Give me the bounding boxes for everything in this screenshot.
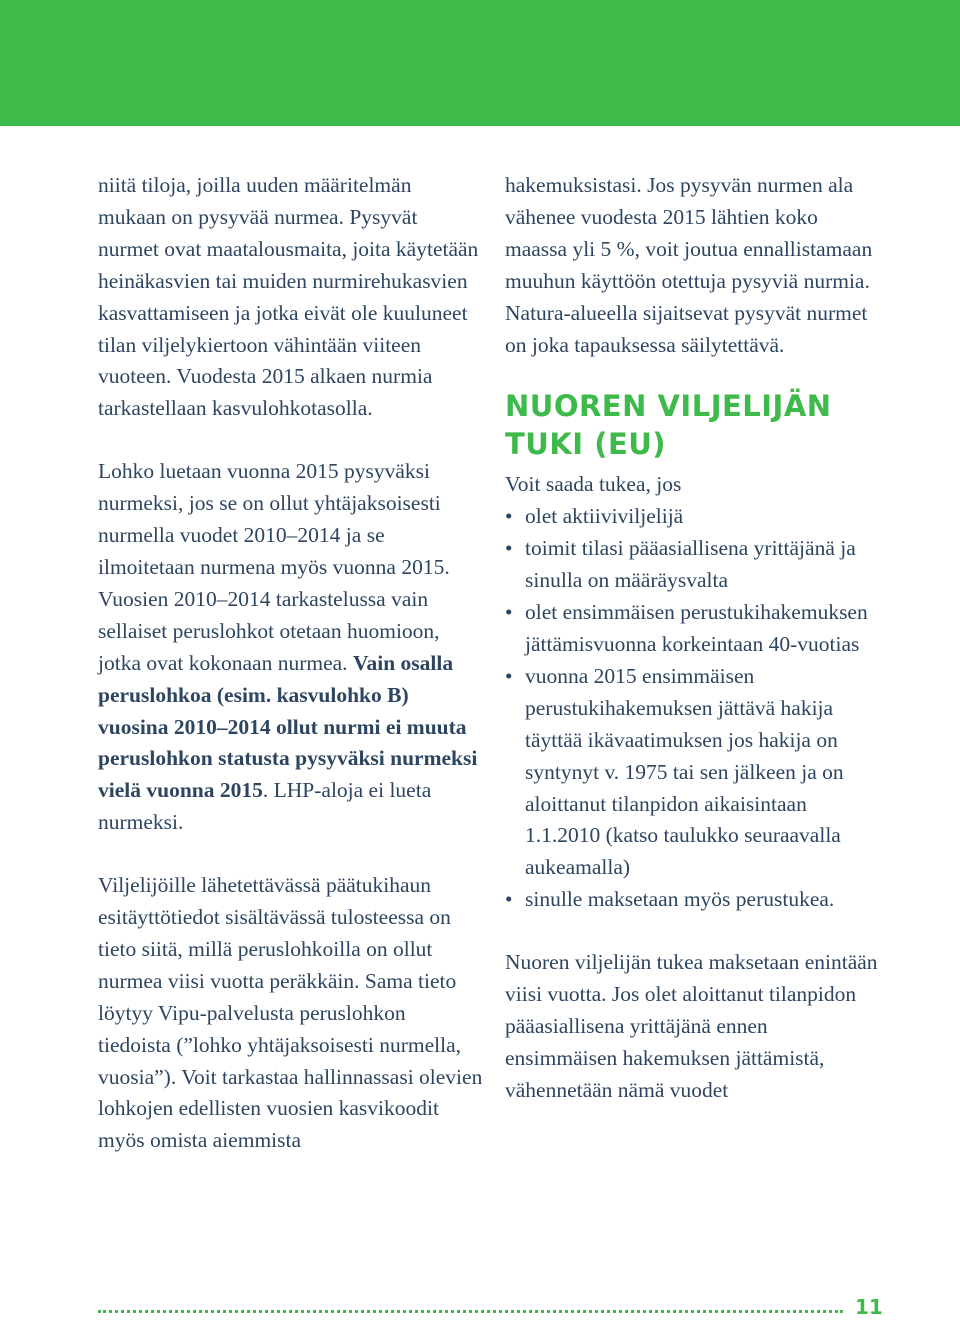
page-number: 11 [855,1295,883,1319]
list-item: • sinulle maksetaan myös perustukea. [505,884,885,916]
header-color-band [0,0,960,126]
paragraph-permanent-grassland: niitä tiloja, joilla uuden määritelmän mukaan on pysyvää nurmea. Pysyvät nurmet ovat maatalousmaita, joita käytetään heinäkasvien tai muiden nurmirehukasvien kasvattamiseen ja jotka eivät ole kuuluneet tilan viljelykiertoon vähintään viiteen vuoteen. Vuodesta 2015 alkaen nurmia tarkastellaan kasvulohkotasolla. [98,173,479,421]
left-column [98,170,483,1157]
paragraph-parcel-rule-end: . LHP-aloja ei lueta nurmeksi. [98,778,432,835]
eligibility-list [505,501,885,916]
paragraph-parcel-rule [98,456,483,839]
paragraph-prefilled-info: Viljelijöille lähetettävässä päätukihaun esitäyttötiedot sisältävässä tulosteessa on tieto siitä, millä peruslohkoilla on ollut nurmea viisi vuotta peräkkäin. Sama tieto löytyy Vipu-palvelusta peruslohkon tiedoista (”lohko yhtäjaksoisesti nurmella, vuosia”). Voit tarkastaa hallinnassasi olevien lohkojen edellisten vuosien kasvikoodit myös omista aiemmista [98,873,483,1153]
bullet-intro: Voit saada tukea, jos [505,472,682,497]
bullet-icon: • [505,663,513,688]
list-item: • toimit tilasi pääasiallisena yrittäjänä ja sinulla on määräysvalta [505,533,885,597]
paragraph-payment-duration: Nuoren viljelijän tukea maksetaan enintään viisi vuotta. Jos olet aloittanut tilanpidon pääasiallisena yrittäjänä ennen ensimmäisen hakemuksen jättämistä, vähennetään nämä vuodet [505,950,878,1102]
bullet-icon: • [505,536,513,561]
paragraph-parcel-rule-bold: Vain osalla peruslohkoa (esim. kasvulohko B) vuosina 2010–2014 ollut nurmi ei muuta peruslohkon statusta pysyväksi nurmeksi vielä vuonna 2015 [98,650,478,803]
list-item: • vuonna 2015 ensimmäisen perustukihakemuksen jättävä hakija täyttää ikävaatimuksen jos hakija on syntynyt v. 1975 tai sen jälkeen ja on aloittanut tilanpidon aikaisintaan 1.1.2010 (katso taulukko seuraavalla aukeamalla) [505,661,885,884]
bullet-icon: • [505,887,513,912]
list-item: • olet ensimmäisen perustukihakemuksen jättämisvuonna korkeintaan 40-vuotias [505,597,885,661]
right-column [505,170,885,1107]
bullet-icon: • [505,600,513,625]
bullet-icon: • [505,504,513,529]
section-heading: NUOREN VILJELIJÄN TUKI (EU) [505,389,832,462]
list-item: • olet aktiiviviljelijä [505,501,885,533]
paragraph-parcel-rule-text: Lohko luetaan vuonna 2015 pysyväksi nurmeksi, jos se on ollut yhtäjaksoisesti nurmella vuodet 2010–2014 ja se ilmoitetaan nurmena myös vuonna 2015. Vuosien 2010–2014 tarkastelussa vain sellaiset peruslohkot otetaan huomioon, jotka ovat kokonaan nurmea. [98,459,450,675]
paragraph-continuation: hakemuksistasi. Jos pysyvän nurmen ala vähenee vuodesta 2015 lähtien koko maassa yli 5 %, voit joutua ennallistamaan muuhun käyttöön otettuja pysyviä nurmia. Natura-alueella sijaitsevat pysyvät nurmet on joka tapauksessa säilytettävä. [505,173,873,357]
footer-dotted-rule [98,1310,843,1313]
